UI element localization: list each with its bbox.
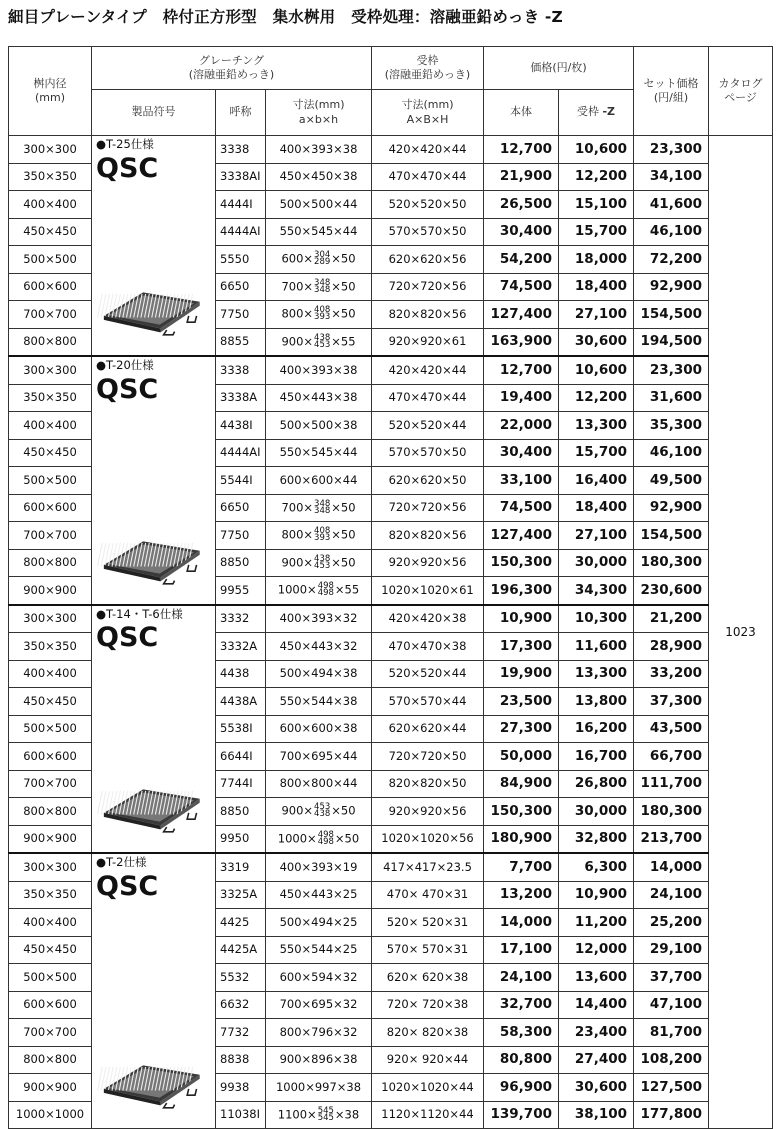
set-price: 92,900 — [634, 494, 709, 522]
inner-size: 700×700 — [9, 1019, 92, 1047]
col-dim-grating: 寸法(mm) a×b×h — [266, 90, 372, 136]
grating-dim: 800× 408 393 ×50 — [266, 522, 372, 550]
frame-dim: 720×720×56 — [372, 273, 484, 301]
table-row — [9, 356, 773, 384]
frame-z-price: 30,600 — [559, 1074, 634, 1102]
inner-size: 900×900 — [9, 577, 92, 605]
frame-z-price: 32,800 — [559, 825, 634, 853]
frame-z-price: 10,900 — [559, 881, 634, 909]
body-price: 32,700 — [484, 991, 559, 1019]
product-code: 5532 — [216, 964, 266, 992]
brand-label: QSC — [96, 152, 159, 184]
set-price: 111,700 — [634, 770, 709, 798]
frame-dim: 1020×1020×61 — [372, 577, 484, 605]
product-cell — [92, 356, 216, 605]
frame-z-price: 12,000 — [559, 936, 634, 964]
body-price: 10,900 — [484, 605, 559, 633]
frame-z-price: 26,800 — [559, 770, 634, 798]
grating-dim: 550×545×44 — [266, 439, 372, 467]
brand-label: QSC — [96, 870, 159, 902]
product-code: 4438A — [216, 688, 266, 716]
frame-dim: 920× 920×44 — [372, 1046, 484, 1074]
frame-z-price: 6,300 — [559, 853, 634, 881]
product-code: 3319 — [216, 853, 266, 881]
col-product-code: 製品符号 — [92, 90, 216, 136]
grating-dim: 400×393×38 — [266, 136, 372, 164]
frame-dim: 1020×1020×56 — [372, 825, 484, 853]
product-code: 4425 — [216, 909, 266, 937]
frame-dim: 470×470×44 — [372, 384, 484, 412]
inner-size: 800×800 — [9, 798, 92, 826]
col-dim-frame: 寸法(mm) A×B×H — [372, 90, 484, 136]
frame-dim: 820×820×50 — [372, 770, 484, 798]
body-price: 50,000 — [484, 743, 559, 771]
inner-size: 700×700 — [9, 301, 92, 329]
set-price: 194,500 — [634, 328, 709, 356]
product-code: 6644I — [216, 743, 266, 771]
frame-z-price: 16,400 — [559, 467, 634, 495]
body-price: 150,300 — [484, 798, 559, 826]
body-price: 21,900 — [484, 163, 559, 191]
frame-dim: 420×420×44 — [372, 136, 484, 164]
grating-dim: 400×393×38 — [266, 356, 372, 384]
body-price: 13,200 — [484, 881, 559, 909]
body-price: 84,900 — [484, 770, 559, 798]
grating-dim: 700×695×32 — [266, 991, 372, 1019]
grating-dim: 550×545×44 — [266, 218, 372, 246]
frame-dim: 470×470×44 — [372, 163, 484, 191]
frame-z-price: 10,300 — [559, 605, 634, 633]
frame-dim: 417×417×23.5 — [372, 853, 484, 881]
body-price: 12,700 — [484, 136, 559, 164]
frame-dim: 720× 720×38 — [372, 991, 484, 1019]
grating-dim: 600×600×44 — [266, 467, 372, 495]
set-price: 23,300 — [634, 136, 709, 164]
grating-dim: 450×450×38 — [266, 163, 372, 191]
grating-dim: 500×500×44 — [266, 191, 372, 219]
grating-photo — [96, 1056, 206, 1114]
body-price: 163,900 — [484, 328, 559, 356]
brand-label: QSC — [96, 622, 159, 653]
col-set-price: セット価格 (円/組) — [634, 47, 709, 136]
grating-photo — [96, 532, 206, 590]
set-price: 34,100 — [634, 163, 709, 191]
product-code: 4438 — [216, 660, 266, 688]
product-code: 3338AI — [216, 163, 266, 191]
table-row — [9, 136, 773, 164]
frame-z-price: 12,200 — [559, 384, 634, 412]
frame-dim: 1020×1020×44 — [372, 1074, 484, 1102]
inner-size: 500×500 — [9, 964, 92, 992]
frame-z-price: 27,400 — [559, 1046, 634, 1074]
frame-dim: 520×520×44 — [372, 412, 484, 440]
grating-dim: 800×800×44 — [266, 770, 372, 798]
frame-z-price: 12,200 — [559, 163, 634, 191]
set-price: 180,300 — [634, 798, 709, 826]
grating-dim: 400×393×32 — [266, 605, 372, 633]
grating-dim: 700× 348 348 ×50 — [266, 273, 372, 301]
inner-size: 450×450 — [9, 439, 92, 467]
grating-dim: 900× 453 438 ×50 — [266, 798, 372, 826]
grating-dim: 900×896×38 — [266, 1046, 372, 1074]
body-price: 74,500 — [484, 494, 559, 522]
frame-z-price: 27,100 — [559, 301, 634, 329]
product-code: 3338A — [216, 384, 266, 412]
col-name: 呼称 — [216, 90, 266, 136]
inner-size: 300×300 — [9, 605, 92, 633]
grating-dim: 700× 348 348 ×50 — [266, 494, 372, 522]
set-price: 154,500 — [634, 301, 709, 329]
frame-z-price: 18,400 — [559, 273, 634, 301]
frame-dim: 420×420×44 — [372, 356, 484, 384]
brand-label: QSC — [96, 373, 159, 405]
inner-size: 350×350 — [9, 384, 92, 412]
product-code: 3325A — [216, 881, 266, 909]
frame-z-price: 10,600 — [559, 356, 634, 384]
inner-size: 500×500 — [9, 246, 92, 274]
price-table — [8, 46, 773, 1129]
frame-z-price: 13,600 — [559, 964, 634, 992]
grating-dim: 1000× 498 498 ×50 — [266, 825, 372, 853]
body-price: 58,300 — [484, 1019, 559, 1047]
body-price: 74,500 — [484, 273, 559, 301]
frame-dim: 620×620×50 — [372, 467, 484, 495]
frame-z-price: 16,700 — [559, 743, 634, 771]
product-code: 7750 — [216, 301, 266, 329]
inner-size: 350×350 — [9, 881, 92, 909]
frame-z-price: 34,300 — [559, 577, 634, 605]
set-price: 177,800 — [634, 1101, 709, 1129]
body-price: 17,100 — [484, 936, 559, 964]
product-code: 8850 — [216, 798, 266, 826]
set-price: 47,100 — [634, 991, 709, 1019]
frame-z-price: 15,700 — [559, 218, 634, 246]
product-code: 6650 — [216, 494, 266, 522]
frame-dim: 720×720×56 — [372, 494, 484, 522]
set-price: 92,900 — [634, 273, 709, 301]
frame-z-price: 16,200 — [559, 715, 634, 743]
inner-size: 600×600 — [9, 743, 92, 771]
inner-size: 350×350 — [9, 633, 92, 661]
grating-dim: 500×500×38 — [266, 412, 372, 440]
grating-dim: 600× 304 289 ×50 — [266, 246, 372, 274]
frame-dim: 820×820×56 — [372, 301, 484, 329]
product-cell — [92, 605, 216, 854]
grating-photo — [96, 283, 206, 341]
inner-size: 400×400 — [9, 660, 92, 688]
body-price: 80,800 — [484, 1046, 559, 1074]
product-code: 5550 — [216, 246, 266, 274]
frame-dim: 570×570×50 — [372, 218, 484, 246]
inner-size: 800×800 — [9, 549, 92, 577]
set-price: 14,000 — [634, 853, 709, 881]
col-grating: グレーチング (溶融亜鉛めっき) — [92, 47, 372, 90]
frame-z-price: 10,600 — [559, 136, 634, 164]
grating-dim: 450×443×25 — [266, 881, 372, 909]
col-body-price: 本体 — [484, 90, 559, 136]
grating-dim: 900× 438 453 ×55 — [266, 328, 372, 356]
frame-dim: 570× 570×31 — [372, 936, 484, 964]
grating-dim: 550×544×38 — [266, 688, 372, 716]
product-code: 4444AI — [216, 439, 266, 467]
set-price: 72,200 — [634, 246, 709, 274]
product-code: 9955 — [216, 577, 266, 605]
col-catalog-page: カタログ ページ — [709, 47, 773, 136]
set-price: 28,900 — [634, 633, 709, 661]
set-price: 46,100 — [634, 218, 709, 246]
body-price: 30,400 — [484, 218, 559, 246]
frame-dim: 820×820×56 — [372, 522, 484, 550]
inner-size: 700×700 — [9, 522, 92, 550]
set-price: 24,100 — [634, 881, 709, 909]
body-price: 33,100 — [484, 467, 559, 495]
product-cell — [92, 136, 216, 357]
set-price: 81,700 — [634, 1019, 709, 1047]
frame-dim: 570×570×50 — [372, 439, 484, 467]
frame-z-price: 11,200 — [559, 909, 634, 937]
product-code: 3332 — [216, 605, 266, 633]
frame-dim: 920×920×56 — [372, 549, 484, 577]
spec-label: ●T-25仕様 — [96, 137, 154, 151]
inner-size: 600×600 — [9, 494, 92, 522]
set-price: 127,500 — [634, 1074, 709, 1102]
product-code: 8850 — [216, 549, 266, 577]
inner-size: 400×400 — [9, 909, 92, 937]
body-price: 23,500 — [484, 688, 559, 716]
inner-size: 1000×1000 — [9, 1101, 92, 1129]
body-price: 26,500 — [484, 191, 559, 219]
set-price: 35,300 — [634, 412, 709, 440]
grating-dim: 600×600×38 — [266, 715, 372, 743]
table-row — [9, 605, 773, 633]
inner-size: 600×600 — [9, 991, 92, 1019]
product-code: 8855 — [216, 328, 266, 356]
frame-dim: 470× 470×31 — [372, 881, 484, 909]
set-price: 29,100 — [634, 936, 709, 964]
frame-z-price: 18,400 — [559, 494, 634, 522]
frame-dim: 920×920×61 — [372, 328, 484, 356]
body-price: 17,300 — [484, 633, 559, 661]
frame-z-price: 30,600 — [559, 328, 634, 356]
col-price: 価格(円/枚) — [484, 47, 634, 90]
frame-z-price: 23,400 — [559, 1019, 634, 1047]
body-price: 150,300 — [484, 549, 559, 577]
inner-size: 300×300 — [9, 356, 92, 384]
body-price: 12,700 — [484, 356, 559, 384]
frame-z-price: 30,000 — [559, 798, 634, 826]
body-price: 127,400 — [484, 301, 559, 329]
grating-dim: 500×494×25 — [266, 909, 372, 937]
inner-size: 450×450 — [9, 218, 92, 246]
frame-dim: 920×920×56 — [372, 798, 484, 826]
grating-dim: 400×393×19 — [266, 853, 372, 881]
inner-size: 400×400 — [9, 412, 92, 440]
grating-dim: 1000×997×38 — [266, 1074, 372, 1102]
product-code: 3338 — [216, 356, 266, 384]
frame-z-price: 38,100 — [559, 1101, 634, 1129]
body-price: 139,700 — [484, 1101, 559, 1129]
table-row — [9, 853, 773, 881]
set-price: 230,600 — [634, 577, 709, 605]
frame-dim: 470×470×38 — [372, 633, 484, 661]
body-price: 180,900 — [484, 825, 559, 853]
inner-size: 800×800 — [9, 328, 92, 356]
product-code: 8838 — [216, 1046, 266, 1074]
grating-dim: 450×443×32 — [266, 633, 372, 661]
set-price: 25,200 — [634, 909, 709, 937]
inner-size: 500×500 — [9, 715, 92, 743]
inner-size: 700×700 — [9, 770, 92, 798]
product-code: 7744I — [216, 770, 266, 798]
set-price: 33,200 — [634, 660, 709, 688]
frame-dim: 620×620×56 — [372, 246, 484, 274]
frame-dim: 570×570×44 — [372, 688, 484, 716]
inner-size: 300×300 — [9, 136, 92, 164]
frame-z-price: 15,100 — [559, 191, 634, 219]
frame-dim: 1120×1120×44 — [372, 1101, 484, 1129]
product-code: 4444AI — [216, 218, 266, 246]
grating-dim: 1100× 545 545 ×38 — [266, 1101, 372, 1129]
product-code: 9938 — [216, 1074, 266, 1102]
product-code: 3332A — [216, 633, 266, 661]
set-price: 37,700 — [634, 964, 709, 992]
set-price: 213,700 — [634, 825, 709, 853]
frame-dim: 520×520×44 — [372, 660, 484, 688]
body-price: 19,900 — [484, 660, 559, 688]
frame-dim: 520× 520×31 — [372, 909, 484, 937]
set-price: 21,200 — [634, 605, 709, 633]
body-price: 14,000 — [484, 909, 559, 937]
product-code: 4444I — [216, 191, 266, 219]
set-price: 41,600 — [634, 191, 709, 219]
frame-dim: 820× 820×38 — [372, 1019, 484, 1047]
col-inner-size: 桝内径 (mm) — [9, 47, 92, 136]
body-price: 27,300 — [484, 715, 559, 743]
frame-z-price: 18,000 — [559, 246, 634, 274]
inner-size: 500×500 — [9, 467, 92, 495]
body-price: 19,400 — [484, 384, 559, 412]
inner-size: 450×450 — [9, 936, 92, 964]
product-code: 5544I — [216, 467, 266, 495]
set-price: 108,200 — [634, 1046, 709, 1074]
frame-dim: 420×420×38 — [372, 605, 484, 633]
spec-label: ●T-2仕様 — [96, 855, 147, 869]
frame-z-price: 11,600 — [559, 633, 634, 661]
grating-dim: 450×443×38 — [266, 384, 372, 412]
grating-photo — [96, 780, 206, 838]
frame-dim: 620× 620×38 — [372, 964, 484, 992]
body-price: 54,200 — [484, 246, 559, 274]
grating-dim: 800×796×32 — [266, 1019, 372, 1047]
frame-dim: 620×620×44 — [372, 715, 484, 743]
product-code: 3338 — [216, 136, 266, 164]
grating-dim: 900× 438 453 ×50 — [266, 549, 372, 577]
grating-dim: 500×494×38 — [266, 660, 372, 688]
grating-dim: 800× 408 393 ×50 — [266, 301, 372, 329]
frame-z-price: 30,000 — [559, 549, 634, 577]
set-price: 46,100 — [634, 439, 709, 467]
frame-z-price: 13,300 — [559, 660, 634, 688]
frame-z-price: 13,300 — [559, 412, 634, 440]
set-price: 66,700 — [634, 743, 709, 771]
spec-label: ●T-20仕様 — [96, 358, 154, 372]
set-price: 180,300 — [634, 549, 709, 577]
spec-label: ●T-14・T-6仕様 — [96, 606, 183, 621]
inner-size: 900×900 — [9, 1074, 92, 1102]
frame-z-price: 14,400 — [559, 991, 634, 1019]
frame-z-price: 27,100 — [559, 522, 634, 550]
inner-size: 900×900 — [9, 825, 92, 853]
grating-dim: 700×695×44 — [266, 743, 372, 771]
set-price: 31,600 — [634, 384, 709, 412]
product-code: 6650 — [216, 273, 266, 301]
page-title: 細目プレーンタイプ 枠付正方形型 集水桝用 受枠処理：溶融亜鉛めっき -Z — [8, 8, 563, 26]
col-frame: 受枠 (溶融亜鉛めっき) — [372, 47, 484, 90]
body-price: 24,100 — [484, 964, 559, 992]
frame-z-price: 15,700 — [559, 439, 634, 467]
col-frame-z-price: 受枠 -Z — [559, 90, 634, 136]
inner-size: 400×400 — [9, 191, 92, 219]
product-code: 9950 — [216, 825, 266, 853]
product-code: 11038I — [216, 1101, 266, 1129]
inner-size: 450×450 — [9, 688, 92, 716]
inner-size: 600×600 — [9, 273, 92, 301]
product-cell — [92, 853, 216, 1129]
inner-size: 350×350 — [9, 163, 92, 191]
set-price: 49,500 — [634, 467, 709, 495]
grating-dim: 1000× 498 498 ×55 — [266, 577, 372, 605]
body-price: 96,900 — [484, 1074, 559, 1102]
body-price: 196,300 — [484, 577, 559, 605]
frame-z-price: 13,800 — [559, 688, 634, 716]
body-price: 22,000 — [484, 412, 559, 440]
set-price: 37,300 — [634, 688, 709, 716]
product-code: 7732 — [216, 1019, 266, 1047]
inner-size: 300×300 — [9, 853, 92, 881]
product-code: 5538I — [216, 715, 266, 743]
inner-size: 800×800 — [9, 1046, 92, 1074]
body-price: 30,400 — [484, 439, 559, 467]
body-price: 7,700 — [484, 853, 559, 881]
set-price: 154,500 — [634, 522, 709, 550]
product-code: 4425A — [216, 936, 266, 964]
product-code: 7750 — [216, 522, 266, 550]
product-code: 6632 — [216, 991, 266, 1019]
product-code: 4438I — [216, 412, 266, 440]
body-price: 127,400 — [484, 522, 559, 550]
grating-dim: 550×544×25 — [266, 936, 372, 964]
grating-dim: 600×594×32 — [266, 964, 372, 992]
frame-dim: 720×720×50 — [372, 743, 484, 771]
set-price: 43,500 — [634, 715, 709, 743]
catalog-page: 1023 — [709, 136, 773, 1129]
set-price: 23,300 — [634, 356, 709, 384]
frame-dim: 520×520×50 — [372, 191, 484, 219]
